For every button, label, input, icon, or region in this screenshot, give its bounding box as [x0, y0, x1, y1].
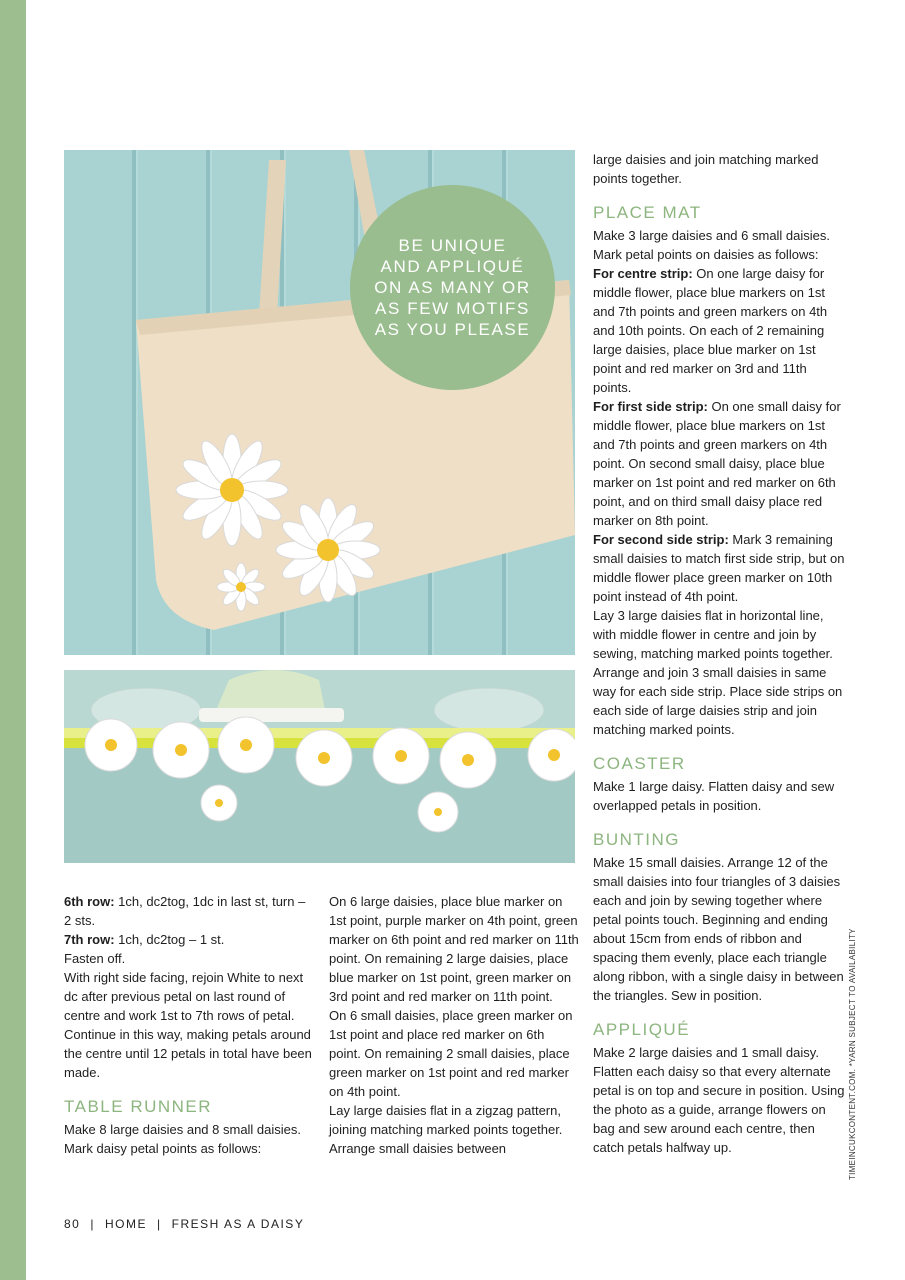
heading-bunting: BUNTING: [593, 830, 680, 849]
table-runner-photo: [64, 670, 575, 863]
paragraph: With right side facing, rejoin White to next dc after previous petal on last round of centre and work 1st to 7th rows of petal.: [64, 970, 304, 1023]
page-number: 80: [64, 1217, 81, 1231]
paragraph: Make 3 large daisies and 6 small daisies. Mark petal points on daisies as follows:: [593, 228, 831, 262]
text-column-1: [64, 892, 314, 1158]
callout-text: BE UNIQUE AND APPLIQUÉ ON AS MANY OR AS FEW MOTIFS AS YOU PLEASE: [374, 236, 531, 339]
footer-separator: |: [156, 1217, 162, 1231]
paragraph: large daisies and join matching marked points together.: [593, 152, 819, 186]
footer-section: HOME: [104, 1217, 147, 1231]
paragraph: Make 8 large daisies and 8 small daisies. Mark daisy petal points as follows:: [64, 1122, 302, 1156]
paragraph-6th-row: 6th row: 1ch, dc2tog, 1dc in last st, turn – 2 sts.: [64, 894, 306, 928]
paragraph: Lay large daisies flat in a zigzag pattern, joining matching marked points together. Arrange small daisies between: [329, 1103, 563, 1156]
bag-handle-left: [259, 160, 286, 315]
paragraph: Continue in this way, making petals around the centre until 12 petals in total have been made.: [64, 1027, 312, 1080]
paragraph: Lay 3 large daisies flat in horizontal line, with middle flower in centre and join by sewing, matching marked points together.: [593, 608, 833, 661]
paragraph-centre-strip: For centre strip: On one large daisy for middle flower, place blue markers on 1st and 7th points and green markers on 4th and 10th points. On each of 2 remaining large daisies, place blue marker on 1st point and red marker on 3rd and 11th points.: [593, 266, 828, 395]
paragraph: Make 1 large daisy. Flatten daisy and sew overlapped petals in position.: [593, 779, 835, 813]
text-column-2: [329, 892, 579, 1158]
shelf-illustration: [64, 670, 575, 863]
heading-place-mat: PLACE MAT: [593, 203, 702, 222]
text-column-3: [593, 150, 845, 1157]
footer-separator: |: [90, 1217, 95, 1231]
footer-title: FRESH AS A DAISY: [171, 1217, 305, 1231]
page-footer: [64, 1217, 304, 1231]
paragraph-second-side-strip: For second side strip: Mark 3 remaining small daisies to match first side strip, but on middle flower place green marker on 10th point instead of 4th point.: [593, 532, 845, 604]
paragraph: Arrange and join 3 small daisies in same way for each side strip. Place side strips on each side of large daisies strip and join matching marked points.: [593, 665, 843, 737]
paragraph-7th-row: 7th row: 1ch, dc2tog – 1 st.: [64, 932, 225, 947]
heading-coaster: COASTER: [593, 754, 686, 773]
paragraph: Make 15 small daisies. Arrange 12 of the small daisies into four triangles of 3 daisies each and join by sewing together where petal points touch. Beginning and ending about 15cm from ends of ribbon and spacing them evenly, place each triangle along ribbon, with a single daisy in between the triangles. Sew in position.: [593, 855, 844, 1003]
paragraph: On 6 large daisies, place blue marker on 1st point, purple marker on 4th point, green marker on 6th point and red marker on 11th point. On remaining 2 large daisies, place blue marker on 1st point, green marker on 3rd point and red marker on 11th point.: [329, 894, 579, 1004]
paragraph: On 6 small daisies, place green marker on 1st point and place red marker on 6th point. On remaining 2 small daisies, place green marker on 1st point and red marker on 4th point.: [329, 1008, 573, 1099]
paragraph-first-side-strip: For first side strip: On one small daisy for middle flower, place blue markers on 1st and 7th points and green markers on 4th point. On second small daisy, place blue marker on 1st point and red marker on 6th point, and on third small daisy place red marker on 8th point.: [593, 399, 841, 528]
paragraph: Make 2 large daisies and 1 small daisy. Flatten each daisy so that every alternate petal is on top and secure in position. Using the photo as a guide, arrange flowers on bag and sew around each centre, then catch petals halfway up.: [593, 1045, 845, 1155]
callout-badge: [350, 185, 555, 390]
availability-note: TIMEINCUKCONTENT.COM. *YARN SUBJECT TO AVAILABILITY: [848, 928, 857, 1180]
side-color-bar: [0, 0, 26, 1280]
paragraph: Fasten off.: [64, 951, 126, 966]
heading-table-runner: TABLE RUNNER: [64, 1097, 213, 1116]
daisy-small-1: [217, 563, 265, 611]
heading-applique: APPLIQUÉ: [593, 1020, 691, 1039]
